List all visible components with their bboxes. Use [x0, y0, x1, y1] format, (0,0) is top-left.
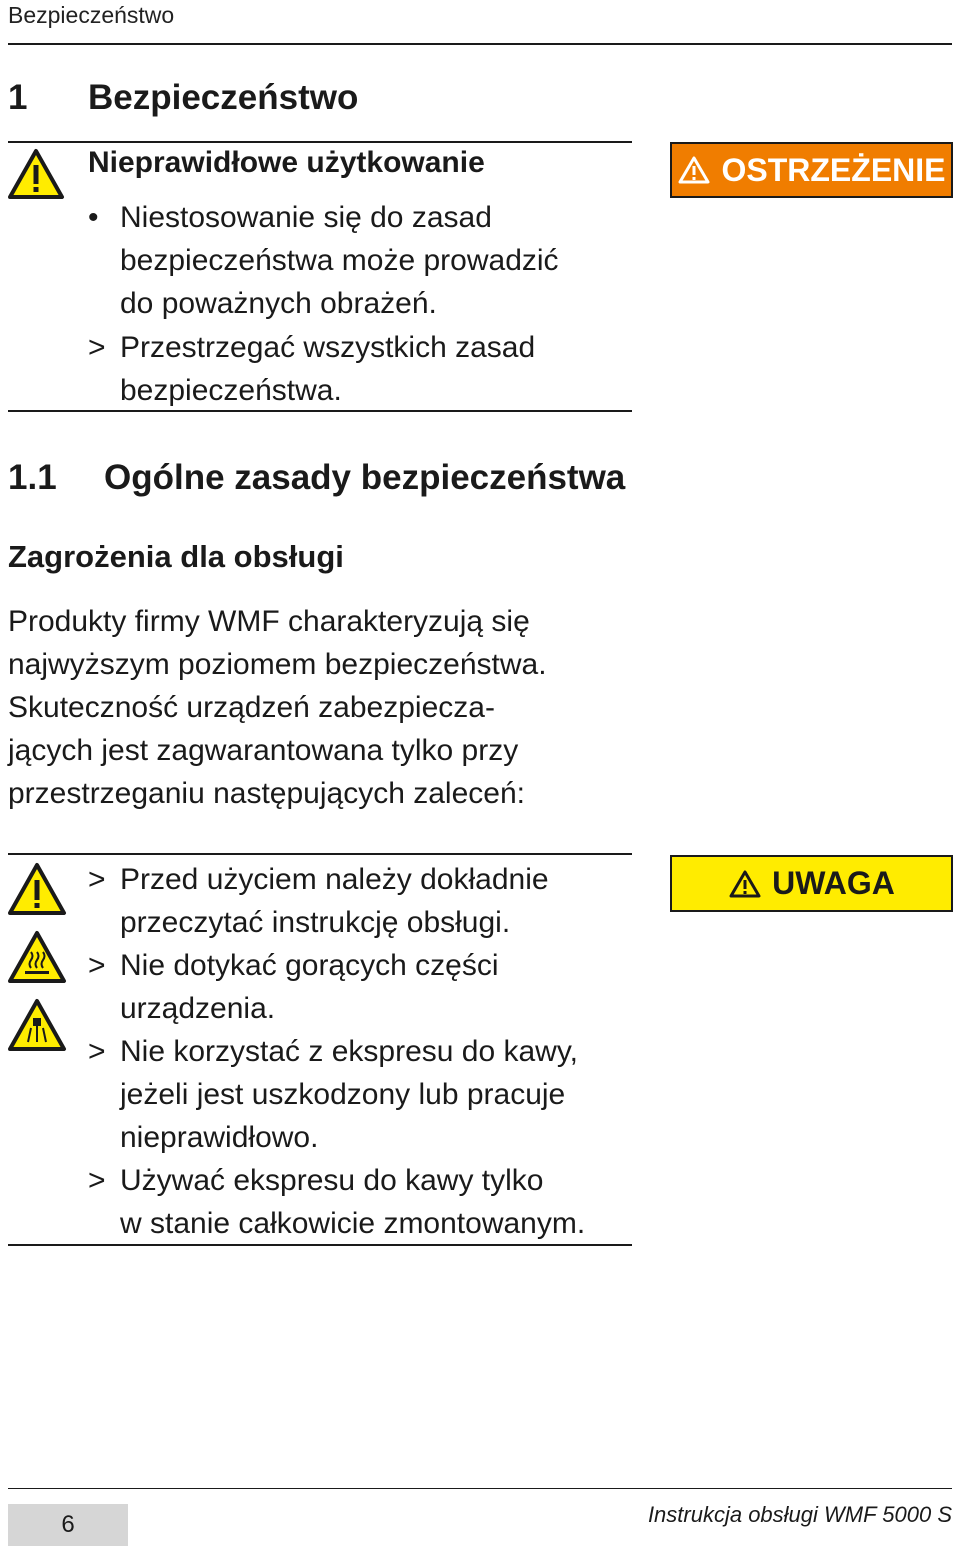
hazards-heading: Zagrożenia dla obsługi	[8, 539, 344, 574]
caution-line: Nie korzystać z ekspresu do kawy,	[120, 1035, 578, 1068]
subsection-number: 1.1	[8, 458, 57, 497]
caution-line: nieprawidłowo.	[120, 1121, 319, 1154]
warning-bullet-item	[88, 196, 648, 325]
warning-bullet-line: do poważnych obrażeń.	[120, 287, 437, 320]
caution-item	[88, 944, 648, 1030]
general-warning-icon	[7, 862, 67, 916]
action-mark: >	[88, 949, 106, 982]
section-number: 1	[8, 78, 28, 117]
warning-title: Nieprawidłowe użytkowanie	[88, 146, 485, 179]
warning-bullet-line: bezpieczeństwa może prowadzić	[120, 244, 559, 277]
caution-top-rule	[8, 853, 632, 855]
warning-action-item	[88, 326, 648, 412]
action-mark: >	[88, 1035, 106, 1068]
caution-line: urządzenia.	[120, 992, 276, 1025]
caution-badge-label: UWAGA	[772, 865, 895, 901]
action-mark: >	[88, 1164, 106, 1197]
paragraph-line: Produkty firmy WMF charakteryzują się	[8, 605, 530, 638]
page-number: 6	[8, 1504, 128, 1546]
paragraph-line: najwyższym poziomem bezpieczeństwa.	[8, 648, 547, 681]
paragraph-line: przestrzeganiu następujących zaleceń:	[8, 777, 525, 810]
caution-badge	[670, 855, 953, 912]
caution-line: przeczytać instrukcję obsługi.	[120, 906, 511, 939]
caution-line: Przed użyciem należy dokładnie	[120, 863, 549, 896]
caution-line: jeżeli jest uszkodzony lub pracuje	[120, 1078, 566, 1111]
section-title: Bezpieczeństwo	[88, 78, 359, 117]
caution-bottom-rule	[8, 1244, 632, 1246]
section-heading	[8, 78, 358, 118]
electrical-hazard-icon	[7, 998, 67, 1052]
warning-bullet-line: Niestosowanie się do zasad	[120, 201, 492, 234]
warning-action-line: bezpieczeństwa.	[120, 374, 342, 407]
warning-badge	[670, 142, 953, 198]
running-header: Bezpieczeństwo	[8, 2, 175, 28]
paragraph-line: jących jest zagwarantowana tylko przy	[8, 734, 519, 767]
header-rule	[8, 43, 952, 45]
action-mark: >	[88, 331, 106, 364]
subsection-heading	[8, 458, 625, 498]
action-mark: >	[88, 863, 106, 896]
warning-triangle-icon	[677, 155, 711, 185]
caution-item	[88, 858, 648, 944]
bullet-mark: •	[88, 201, 99, 234]
caution-item	[88, 1159, 648, 1245]
caution-item	[88, 1030, 648, 1159]
subsection-title: Ogólne zasady bezpieczeństwa	[104, 458, 626, 497]
general-warning-icon	[7, 148, 65, 200]
caution-line: w stanie całkowicie zmontowanym.	[120, 1207, 586, 1240]
paragraph-line: Skuteczność urządzeń zabezpiecza-	[8, 691, 495, 724]
hazards-paragraph	[8, 600, 628, 815]
warning-bottom-rule	[8, 410, 632, 412]
caution-line: Używać ekspresu do kawy tylko	[120, 1164, 544, 1197]
warning-top-rule	[8, 141, 632, 143]
hot-surface-icon	[7, 930, 67, 984]
caution-line: Nie dotykać gorących części	[120, 949, 499, 982]
footer-rule	[8, 1488, 952, 1489]
document-title: Instrukcja obsługi WMF 5000 S	[647, 1502, 952, 1527]
warning-action-line: Przestrzegać wszystkich zasad	[120, 331, 536, 364]
warning-triangle-icon	[728, 869, 762, 899]
warning-badge-label: OSTRZEŻENIE	[721, 151, 946, 188]
